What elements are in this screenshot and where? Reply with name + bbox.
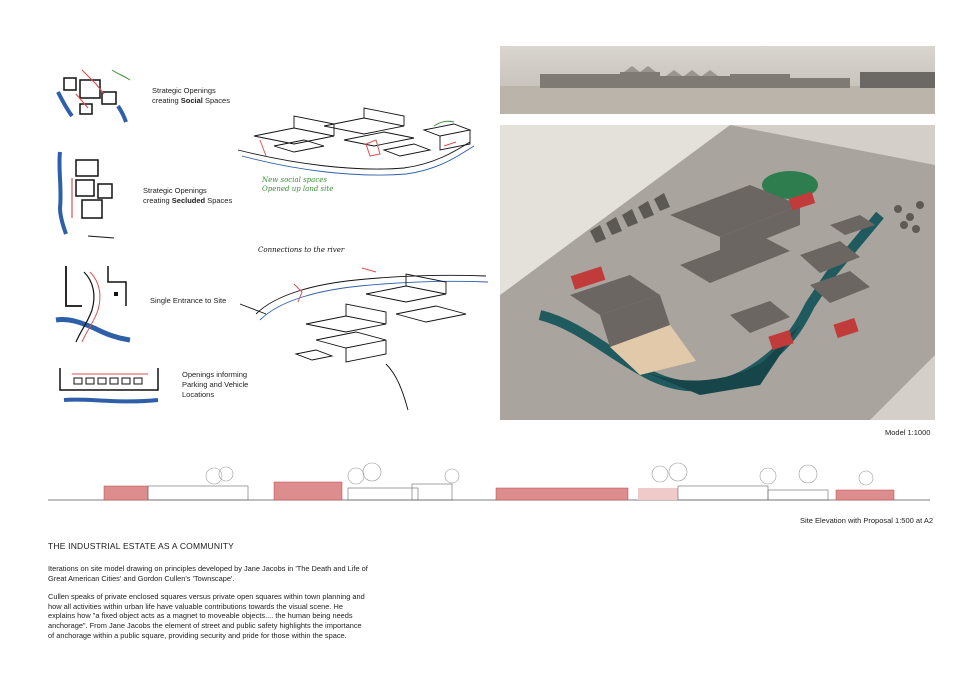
plan-sketch-social <box>52 64 134 126</box>
caption-parking: Openings informing Parking and Vehicle Locations <box>182 370 249 399</box>
caption-single-entrance: Single Entrance to Site <box>150 296 227 305</box>
sketch-note-social: New social spaces Opened up land site <box>262 176 334 193</box>
elevation-caption: Site Elevation with Proposal 1:500 at A2 <box>800 516 934 525</box>
section-title: THE INDUSTRIAL ESTATE AS A COMMUNITY <box>48 541 235 551</box>
caption-strategic-secluded: Strategic Openings creating Secluded Spaces <box>143 186 233 205</box>
perspective-sketch-social <box>234 106 496 210</box>
model-photo-elevation <box>500 46 935 114</box>
plan-sketch-parking <box>58 360 164 412</box>
site-elevation-drawing <box>48 462 930 512</box>
paragraph-1: Iterations on site model drawing on principles developed by Jane Jacobs in 'The Death and Life of Great American Cities' and Gordon Cullen's 'Townscape'. <box>48 564 368 583</box>
plan-sketch-secluded <box>52 148 122 240</box>
perspective-sketch-river <box>236 254 498 414</box>
sketch-note-river: Connections to the river <box>258 246 345 254</box>
caption-strategic-social: Strategic Openings creating Social Spaces <box>152 86 230 105</box>
plan-sketch-single-entrance <box>54 262 132 344</box>
paragraph-2: Cullen speaks of private enclosed squares versus private open squares within town planning and how all activities within urban life have valuable contributions towards the visual scene. He explains how "a fixed object acts as a magnet to moveable objects.... the human being needs anchorage". From Jane Jacobs the element of street and public safety highlights the importance of anchorage within a public square, providing security and pride for those within the space. <box>48 592 365 640</box>
section-body <box>48 564 368 649</box>
model-photo-overhead <box>500 125 935 420</box>
model-caption: Model 1:1000 <box>885 428 931 437</box>
